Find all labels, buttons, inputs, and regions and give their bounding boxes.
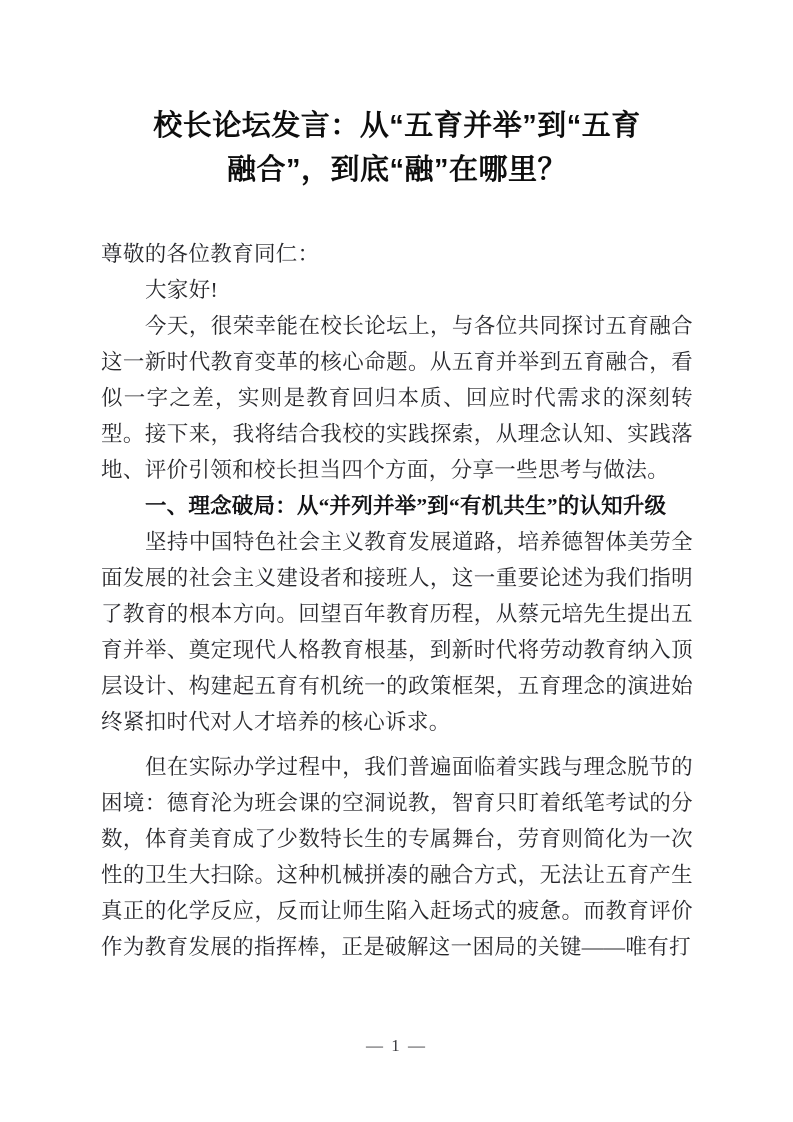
- document-body: [101, 104, 693, 965]
- section-heading-1: 一、理念破局：从“并列并举”到“有机共生”的认知升级: [145, 494, 667, 518]
- salutation: 尊敬的各位教育同仁：: [101, 242, 320, 266]
- paragraph-body-1: 坚持中国特色社会主义教育发展道路，培养德智体美劳全面发展的社会主义建设者和接班人，这一重要论述为我们指明了教育的根本方向。回望百年教育历程，从蔡元培先生提出五育并举、奠定现代人格教育根基，到新时代将劳动教育纳入顶层设计、构建起五育有机统一的政策框架，五育理念的演进始终紧扣时代对人才培养的核心诉求。: [101, 530, 693, 734]
- greeting: 大家好!: [145, 278, 219, 302]
- title-spacer: [101, 192, 693, 236]
- page-number-footer: — 1 —: [366, 1036, 427, 1055]
- page-title-line-2: 融合”，到底“融”在哪里？: [226, 154, 567, 186]
- page-title-line-1: 校长论坛发言：从“五育并举”到“五育: [153, 110, 641, 142]
- paragraph-opening: 今天，很荣幸能在校长论坛上，与各位共同探讨五育融合这一新时代教育变革的核心命题。从五育并举到五育融合，看似一字之差，实则是教育回归本质、回应时代需求的深刻转型。接下来，我将结合我校的实践探索，从理念认知、实践落地、评价引领和校长担当四个方面，分享一些思考与做法。: [101, 314, 693, 482]
- page-title: [101, 104, 693, 192]
- paragraph-body-2: 但在实际办学过程中，我们普遍面临着实践与理念脱节的困境：德育沦为班会课的空洞说教，智育只盯着纸笔考试的分数，体育美育成了少数特长生的专属舞台，劳育则简化为一次性的卫生大扫除。这种机械拼凑的融合方式，无法让五育产生真正的化学反应，反而让师生陷入赶场式的疲惫。而教育评价作为教育发展的指挥棒，正是破解这一困局的关键——唯有打: [101, 755, 693, 959]
